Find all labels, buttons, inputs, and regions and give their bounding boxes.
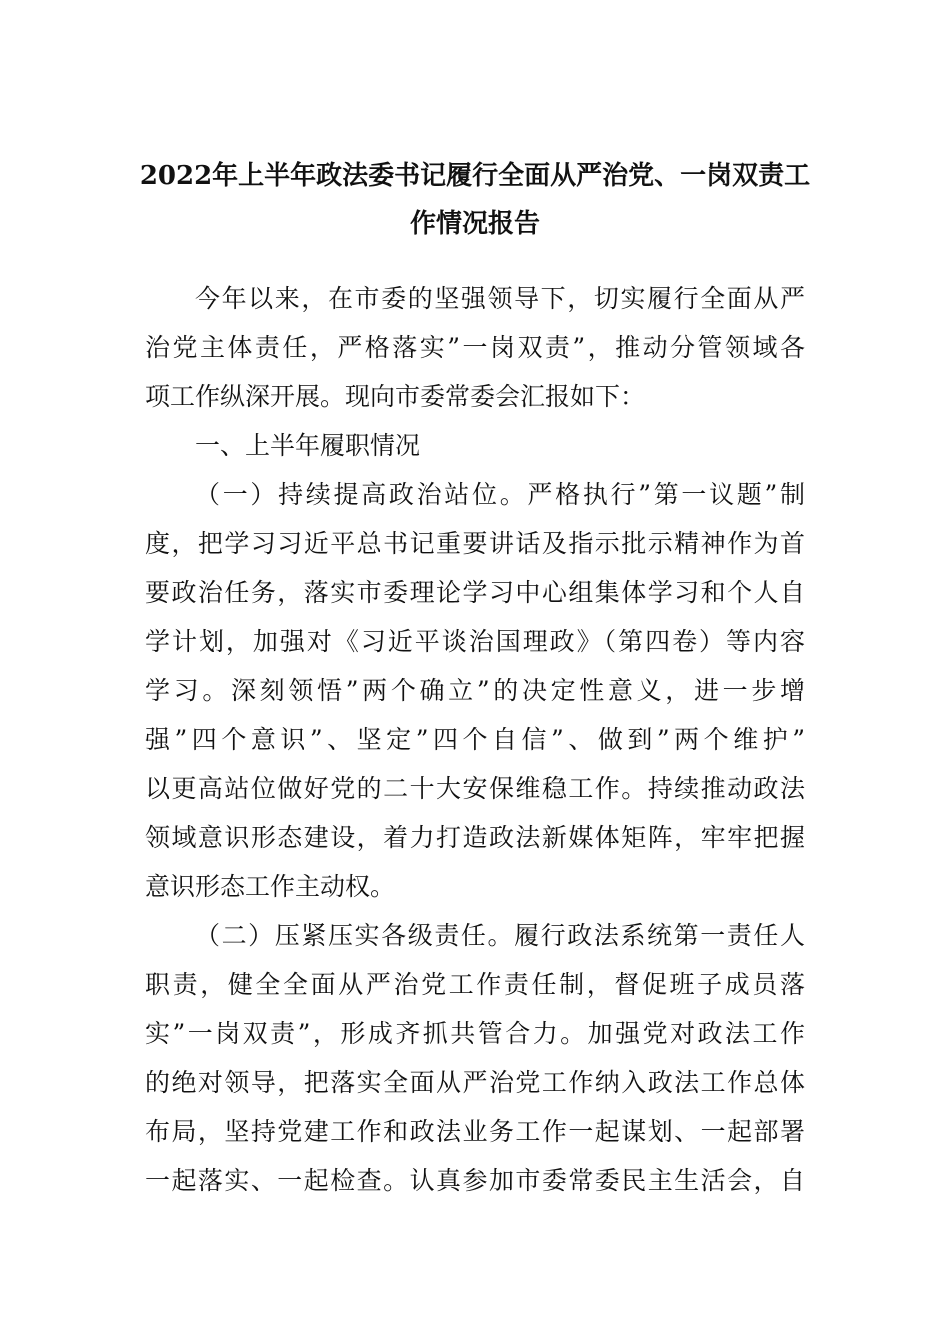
text-line: 度，把学习习近平总书记重要讲话及指示批示精神作为首 bbox=[145, 529, 805, 558]
text-line: 意识形态工作主动权。 bbox=[145, 872, 396, 901]
text-line: 治党主体责任，严格落实”一岗双责”，推动分管领域各 bbox=[145, 333, 805, 362]
text-line: 今年以来，在市委的坚强领导下，切实履行全面从严 bbox=[195, 284, 805, 313]
text-line: 一起落实、一起检查。认真参加市委常委民主生活会，自 bbox=[145, 1166, 805, 1195]
text-line: 实”一岗双责”，形成齐抓共管合力。加强党对政法工作 bbox=[145, 1019, 805, 1048]
document-body bbox=[145, 274, 805, 1205]
text-line: 强”四个意识”、坚定”四个自信”、做到”两个维护” bbox=[145, 725, 805, 754]
paragraph bbox=[145, 470, 805, 911]
text-line: 的绝对领导，把落实全面从严治党工作纳入政法工作总体 bbox=[145, 1068, 805, 1097]
text-line: 学计划，加强对《习近平谈治国理政》（第四卷）等内容 bbox=[145, 627, 805, 656]
text-line: 职责，健全全面从严治党工作责任制，督促班子成员落 bbox=[145, 970, 805, 999]
title-line: 2022年上半年政法委书记履行全面从严治党、一岗双责工 bbox=[139, 161, 811, 191]
paragraph bbox=[145, 911, 805, 1205]
text-line: 学习。深刻领悟”两个确立”的决定性意义，进一步增 bbox=[145, 676, 805, 705]
text-line: 项工作纵深开展。现向市委常委会汇报如下： bbox=[145, 382, 646, 411]
text-line: 一、上半年履职情况 bbox=[195, 431, 421, 460]
section-heading bbox=[145, 421, 805, 470]
text-line: 领域意识形态建设，着力打造政法新媒体矩阵，牢牢把握 bbox=[145, 823, 805, 852]
text-line: （一）持续提高政治站位。严格执行”第一议题”制 bbox=[195, 480, 805, 509]
paragraph bbox=[145, 274, 805, 421]
text-line: 要政治任务，落实市委理论学习中心组集体学习和个人自 bbox=[145, 578, 805, 607]
text-line: 以更高站位做好党的二十大安保维稳工作。持续推动政法 bbox=[145, 774, 805, 803]
document-title bbox=[130, 152, 820, 248]
text-line: （二）压紧压实各级责任。履行政法系统第一责任人 bbox=[195, 921, 805, 950]
title-line: 作情况报告 bbox=[409, 209, 540, 239]
text-line: 布局，坚持党建工作和政法业务工作一起谋划、一起部署 bbox=[145, 1117, 805, 1146]
